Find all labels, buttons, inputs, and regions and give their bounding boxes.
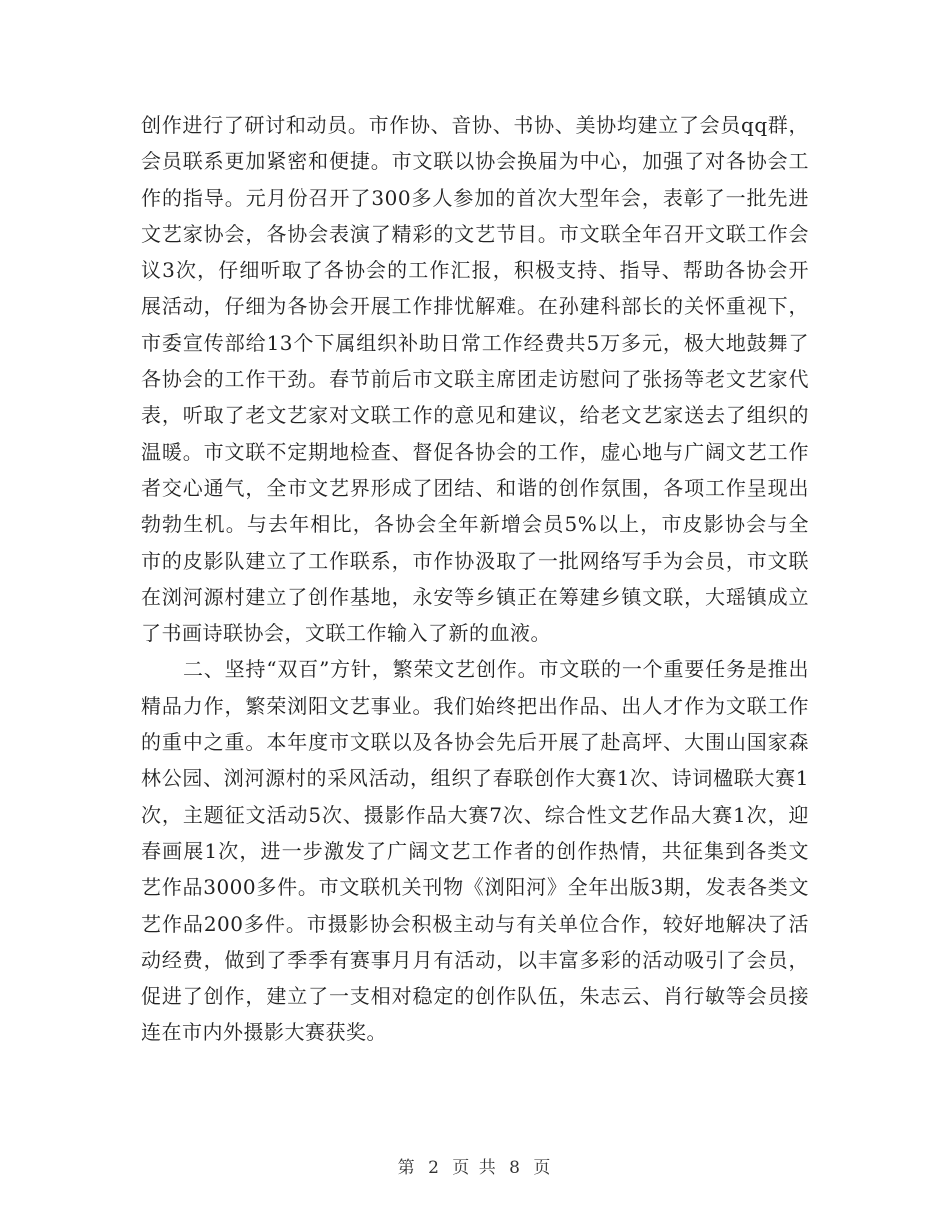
footer-middle: 页 共	[452, 1158, 498, 1178]
paragraph-section-two: 二、坚持“双百”方针，繁荣文艺创作。市文联的一个重要任务是推出精品力作，繁荣浏阳文艺事业。我们始终把出作品、出人才作为文联工作的重中之重。本年度市文联以及各协会先后开展了赴高坪、大围山国家森林公园、浏河源村的采风活动，组织了春联创作大赛1次、诗词楹联大赛1次，主题征文活动5次、摄影作品大赛7次、综合性文艺作品大赛1次，迎春画展1次，进一步激发了广阔文艺工作者的创作热情，共征集到各类文艺作品3000多件。市文联机关刊物《浏阳河》全年出版3期，发表各类文艺作品200多件。市摄影协会积极主动与有关单位合作，较好地解决了活动经费，做到了季季有赛事月月有活动，以丰富多彩的活动吸引了会员，促进了创作，建立了一支相对稳定的创作队伍，朱志云、肖行敏等会员接连在市内外摄影大赛获奖。	[141, 657, 809, 1045]
page-footer	[0, 1153, 950, 1178]
footer-current-page: 2	[428, 1158, 441, 1178]
document-body	[141, 107, 809, 1051]
paragraph-continuation: 创作进行了研讨和动员。市作协、音协、书协、美协均建立了会员qq群，会员联系更加紧密和便捷。市文联以协会换届为中心，加强了对各协会工作的指导。元月份召开了300多人参加的首次大型年会，表彰了一批先进文艺家协会，各协会表演了精彩的文艺节目。市文联全年召开文联工作会议3次，仔细听取了各协会的工作汇报，积极支持、指导、帮助各协会开展活动，仔细为各协会开展工作排忧解难。在孙建科部长的关怀重视下，市委宣传部给13个下属组织补助日常工作经费共5万多元，极大地鼓舞了各协会的工作干劲。春节前后市文联主席团走访慰问了张扬等老文艺家代表，听取了老文艺家对文联工作的意见和建议，给老文艺家送去了组织的温暖。市文联不定期地检查、督促各协会的工作，虚心地与广阔文艺工作者交心通气，全市文艺界形成了团结、和谐的创作氛围，各项工作呈现出勃勃生机。与去年相比，各协会全年新增会员5%以上，市皮影协会与全市的皮影队建立了工作联系，市作协汲取了一批网络写手为会员，市文联在浏河源村建立了创作基地，永安等乡镇正在筹建乡镇文联，大瑶镇成立了书画诗联协会，文联工作输入了新的血液。	[141, 113, 809, 646]
footer-suffix: 页	[533, 1158, 553, 1178]
footer-total-pages: 8	[509, 1158, 522, 1178]
footer-prefix: 第	[397, 1158, 417, 1178]
